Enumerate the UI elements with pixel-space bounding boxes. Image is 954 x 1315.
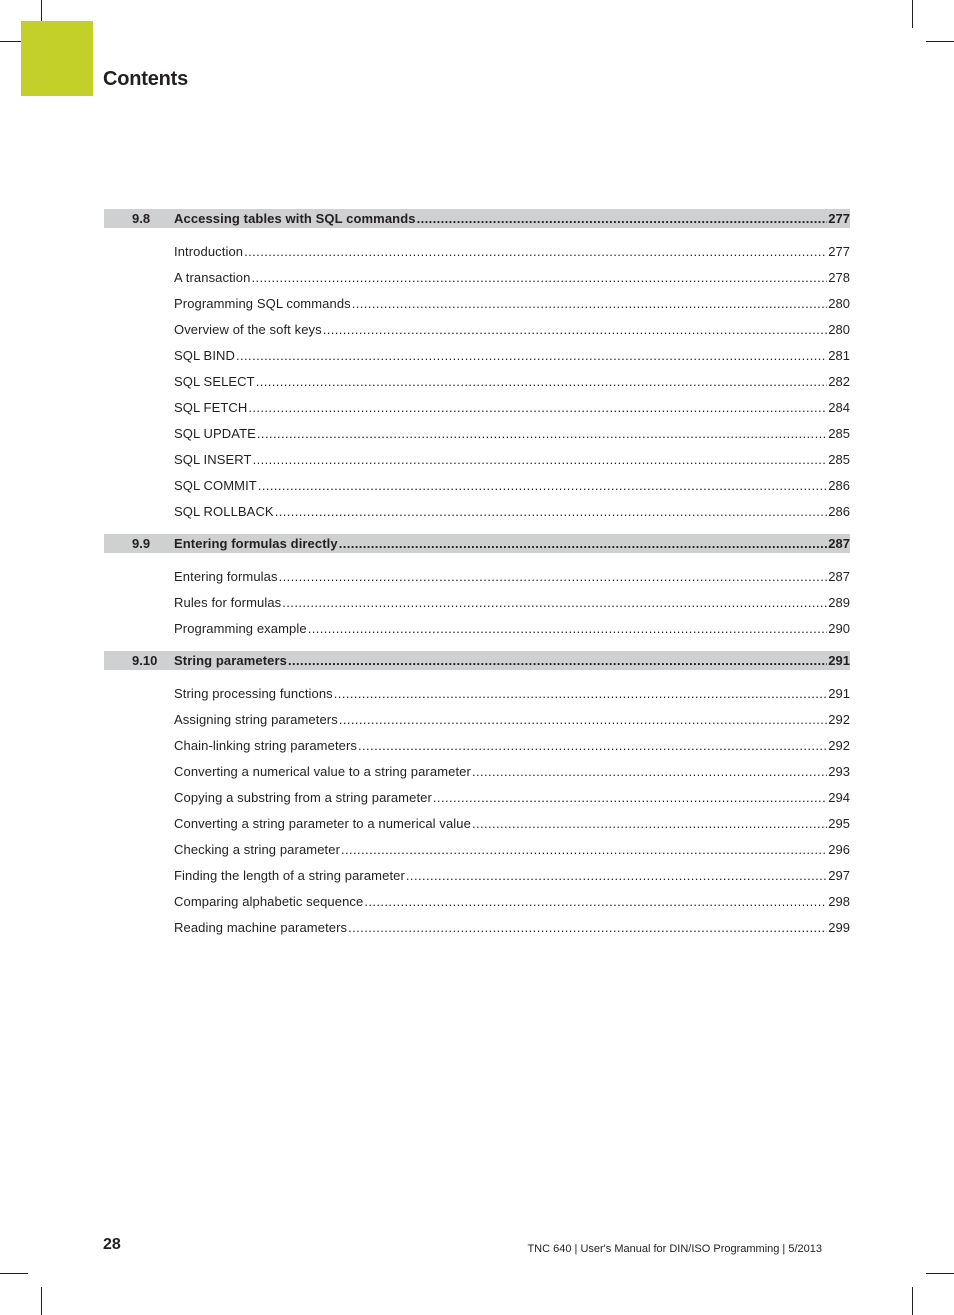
- section-title: Entering formulas directly: [174, 536, 338, 551]
- page-number: 28: [103, 1236, 121, 1253]
- entry-title: SQL COMMIT: [174, 477, 257, 493]
- toc-entry[interactable]: [104, 472, 850, 498]
- entry-page: 277: [828, 243, 850, 259]
- entry-page: 295: [828, 815, 850, 831]
- page-title: Contents: [103, 68, 189, 90]
- toc-entry[interactable]: [104, 563, 850, 589]
- leader-dots: [288, 653, 827, 668]
- leader-dots: [417, 211, 828, 226]
- entry-page: 292: [828, 737, 850, 753]
- leader-dots: [253, 452, 828, 467]
- toc-section: [104, 534, 850, 641]
- toc-entry[interactable]: [104, 238, 850, 264]
- entry-title: SQL UPDATE: [174, 425, 256, 441]
- leader-dots: [256, 374, 828, 389]
- entry-title: SQL INSERT: [174, 451, 252, 467]
- entry-title: Converting a numerical value to a string parameter: [174, 763, 471, 779]
- toc-entry[interactable]: [104, 914, 850, 940]
- entry-page: 287: [828, 568, 850, 584]
- leader-dots: [358, 738, 827, 753]
- entry-title: Comparing alphabetic sequence: [174, 893, 364, 909]
- entry-title: Overview of the soft keys: [174, 321, 322, 337]
- entry-page: 298: [828, 893, 850, 909]
- leader-dots: [348, 920, 827, 935]
- toc-entry[interactable]: [104, 810, 850, 836]
- leader-dots: [433, 790, 827, 805]
- entry-page: 286: [828, 503, 850, 519]
- leader-dots: [251, 270, 827, 285]
- footer-text: TNC 640 | User's Manual for DIN/ISO Programming | 5/2013: [527, 1243, 822, 1255]
- toc-entry[interactable]: [104, 615, 850, 641]
- toc-entry[interactable]: [104, 589, 850, 615]
- entry-title: Chain-linking string parameters: [174, 737, 358, 753]
- crop-mark: [926, 1273, 954, 1274]
- entry-title: Finding the length of a string parameter: [174, 867, 405, 883]
- toc-entry[interactable]: [104, 732, 850, 758]
- entry-page: 286: [828, 477, 850, 493]
- section-number: 9.9: [132, 536, 151, 551]
- leader-dots: [334, 686, 828, 701]
- crop-mark: [0, 1273, 28, 1274]
- entry-page: 284: [828, 399, 850, 415]
- leader-dots: [244, 244, 827, 259]
- section-page: 291: [828, 653, 850, 668]
- section-title: String parameters: [174, 653, 287, 668]
- toc-entry[interactable]: [104, 264, 850, 290]
- section-page: 277: [828, 211, 850, 226]
- leader-dots: [341, 842, 827, 857]
- section-page: 287: [828, 536, 850, 551]
- entry-title: String processing functions: [174, 685, 333, 701]
- crop-mark: [41, 1287, 42, 1315]
- section-number: 9.8: [132, 211, 151, 226]
- toc-entry[interactable]: [104, 368, 850, 394]
- toc-entry[interactable]: [104, 784, 850, 810]
- toc-entry[interactable]: [104, 420, 850, 446]
- toc-entry[interactable]: [104, 758, 850, 784]
- toc-section-heading[interactable]: [104, 651, 850, 670]
- leader-dots: [352, 296, 828, 311]
- chapter-color-block: [21, 21, 93, 96]
- entry-page: 278: [828, 269, 850, 285]
- section-title: Accessing tables with SQL commands: [174, 211, 416, 226]
- toc-section: [104, 651, 850, 940]
- section-number: 9.10: [132, 653, 158, 668]
- entry-title: SQL ROLLBACK: [174, 503, 274, 519]
- entry-title: A transaction: [174, 269, 251, 285]
- leader-dots: [406, 868, 827, 883]
- entry-title: Reading machine parameters: [174, 919, 348, 935]
- leader-dots: [308, 621, 828, 636]
- entry-title: Converting a string parameter to a numerical value: [174, 815, 471, 831]
- toc-entry[interactable]: [104, 342, 850, 368]
- toc-entry[interactable]: [104, 498, 850, 524]
- toc-entry[interactable]: [104, 888, 850, 914]
- leader-dots: [364, 894, 827, 909]
- entry-title: Programming example: [174, 620, 307, 636]
- leader-dots: [258, 478, 827, 493]
- entry-title: SQL BIND: [174, 347, 236, 363]
- leader-dots: [236, 348, 827, 363]
- leader-dots: [323, 322, 828, 337]
- leader-dots: [275, 504, 828, 519]
- toc-entry[interactable]: [104, 316, 850, 342]
- leader-dots: [339, 536, 828, 551]
- leader-dots: [248, 400, 827, 415]
- toc-section-heading[interactable]: [104, 534, 850, 553]
- crop-mark: [912, 0, 913, 28]
- leader-dots: [339, 712, 827, 727]
- entry-title: Rules for formulas: [174, 594, 282, 610]
- leader-dots: [472, 816, 827, 831]
- toc-entry[interactable]: [104, 290, 850, 316]
- entry-page: 281: [828, 347, 850, 363]
- table-of-contents: [104, 209, 850, 950]
- entry-page: 293: [828, 763, 850, 779]
- entry-page: 280: [828, 295, 850, 311]
- toc-entry[interactable]: [104, 680, 850, 706]
- entry-page: 291: [828, 685, 850, 701]
- entry-page: 296: [828, 841, 850, 857]
- entry-page: 285: [828, 425, 850, 441]
- entry-title: Programming SQL commands: [174, 295, 351, 311]
- entry-title: Checking a string parameter: [174, 841, 340, 857]
- entry-title: Assigning string parameters: [174, 711, 338, 727]
- leader-dots: [279, 569, 828, 584]
- leader-dots: [257, 426, 827, 441]
- toc-entry[interactable]: [104, 394, 850, 420]
- crop-mark: [926, 41, 954, 42]
- entry-title: Introduction: [174, 243, 244, 259]
- entry-title: Copying a substring from a string parameter: [174, 789, 432, 805]
- toc-entry[interactable]: [104, 446, 850, 472]
- entry-title: SQL SELECT: [174, 373, 255, 389]
- toc-section-heading[interactable]: [104, 209, 850, 228]
- entry-page: 282: [828, 373, 850, 389]
- entry-page: 299: [828, 919, 850, 935]
- toc-section: [104, 209, 850, 524]
- leader-dots: [472, 764, 827, 779]
- entry-page: 297: [828, 867, 850, 883]
- leader-dots: [282, 595, 827, 610]
- toc-entry[interactable]: [104, 836, 850, 862]
- entry-page: 290: [828, 620, 850, 636]
- crop-mark: [912, 1287, 913, 1315]
- entry-page: 285: [828, 451, 850, 467]
- entry-title: SQL FETCH: [174, 399, 248, 415]
- entry-page: 289: [828, 594, 850, 610]
- toc-entry[interactable]: [104, 706, 850, 732]
- entry-page: 294: [828, 789, 850, 805]
- toc-entry[interactable]: [104, 862, 850, 888]
- entry-page: 280: [828, 321, 850, 337]
- entry-page: 292: [828, 711, 850, 727]
- entry-title: Entering formulas: [174, 568, 278, 584]
